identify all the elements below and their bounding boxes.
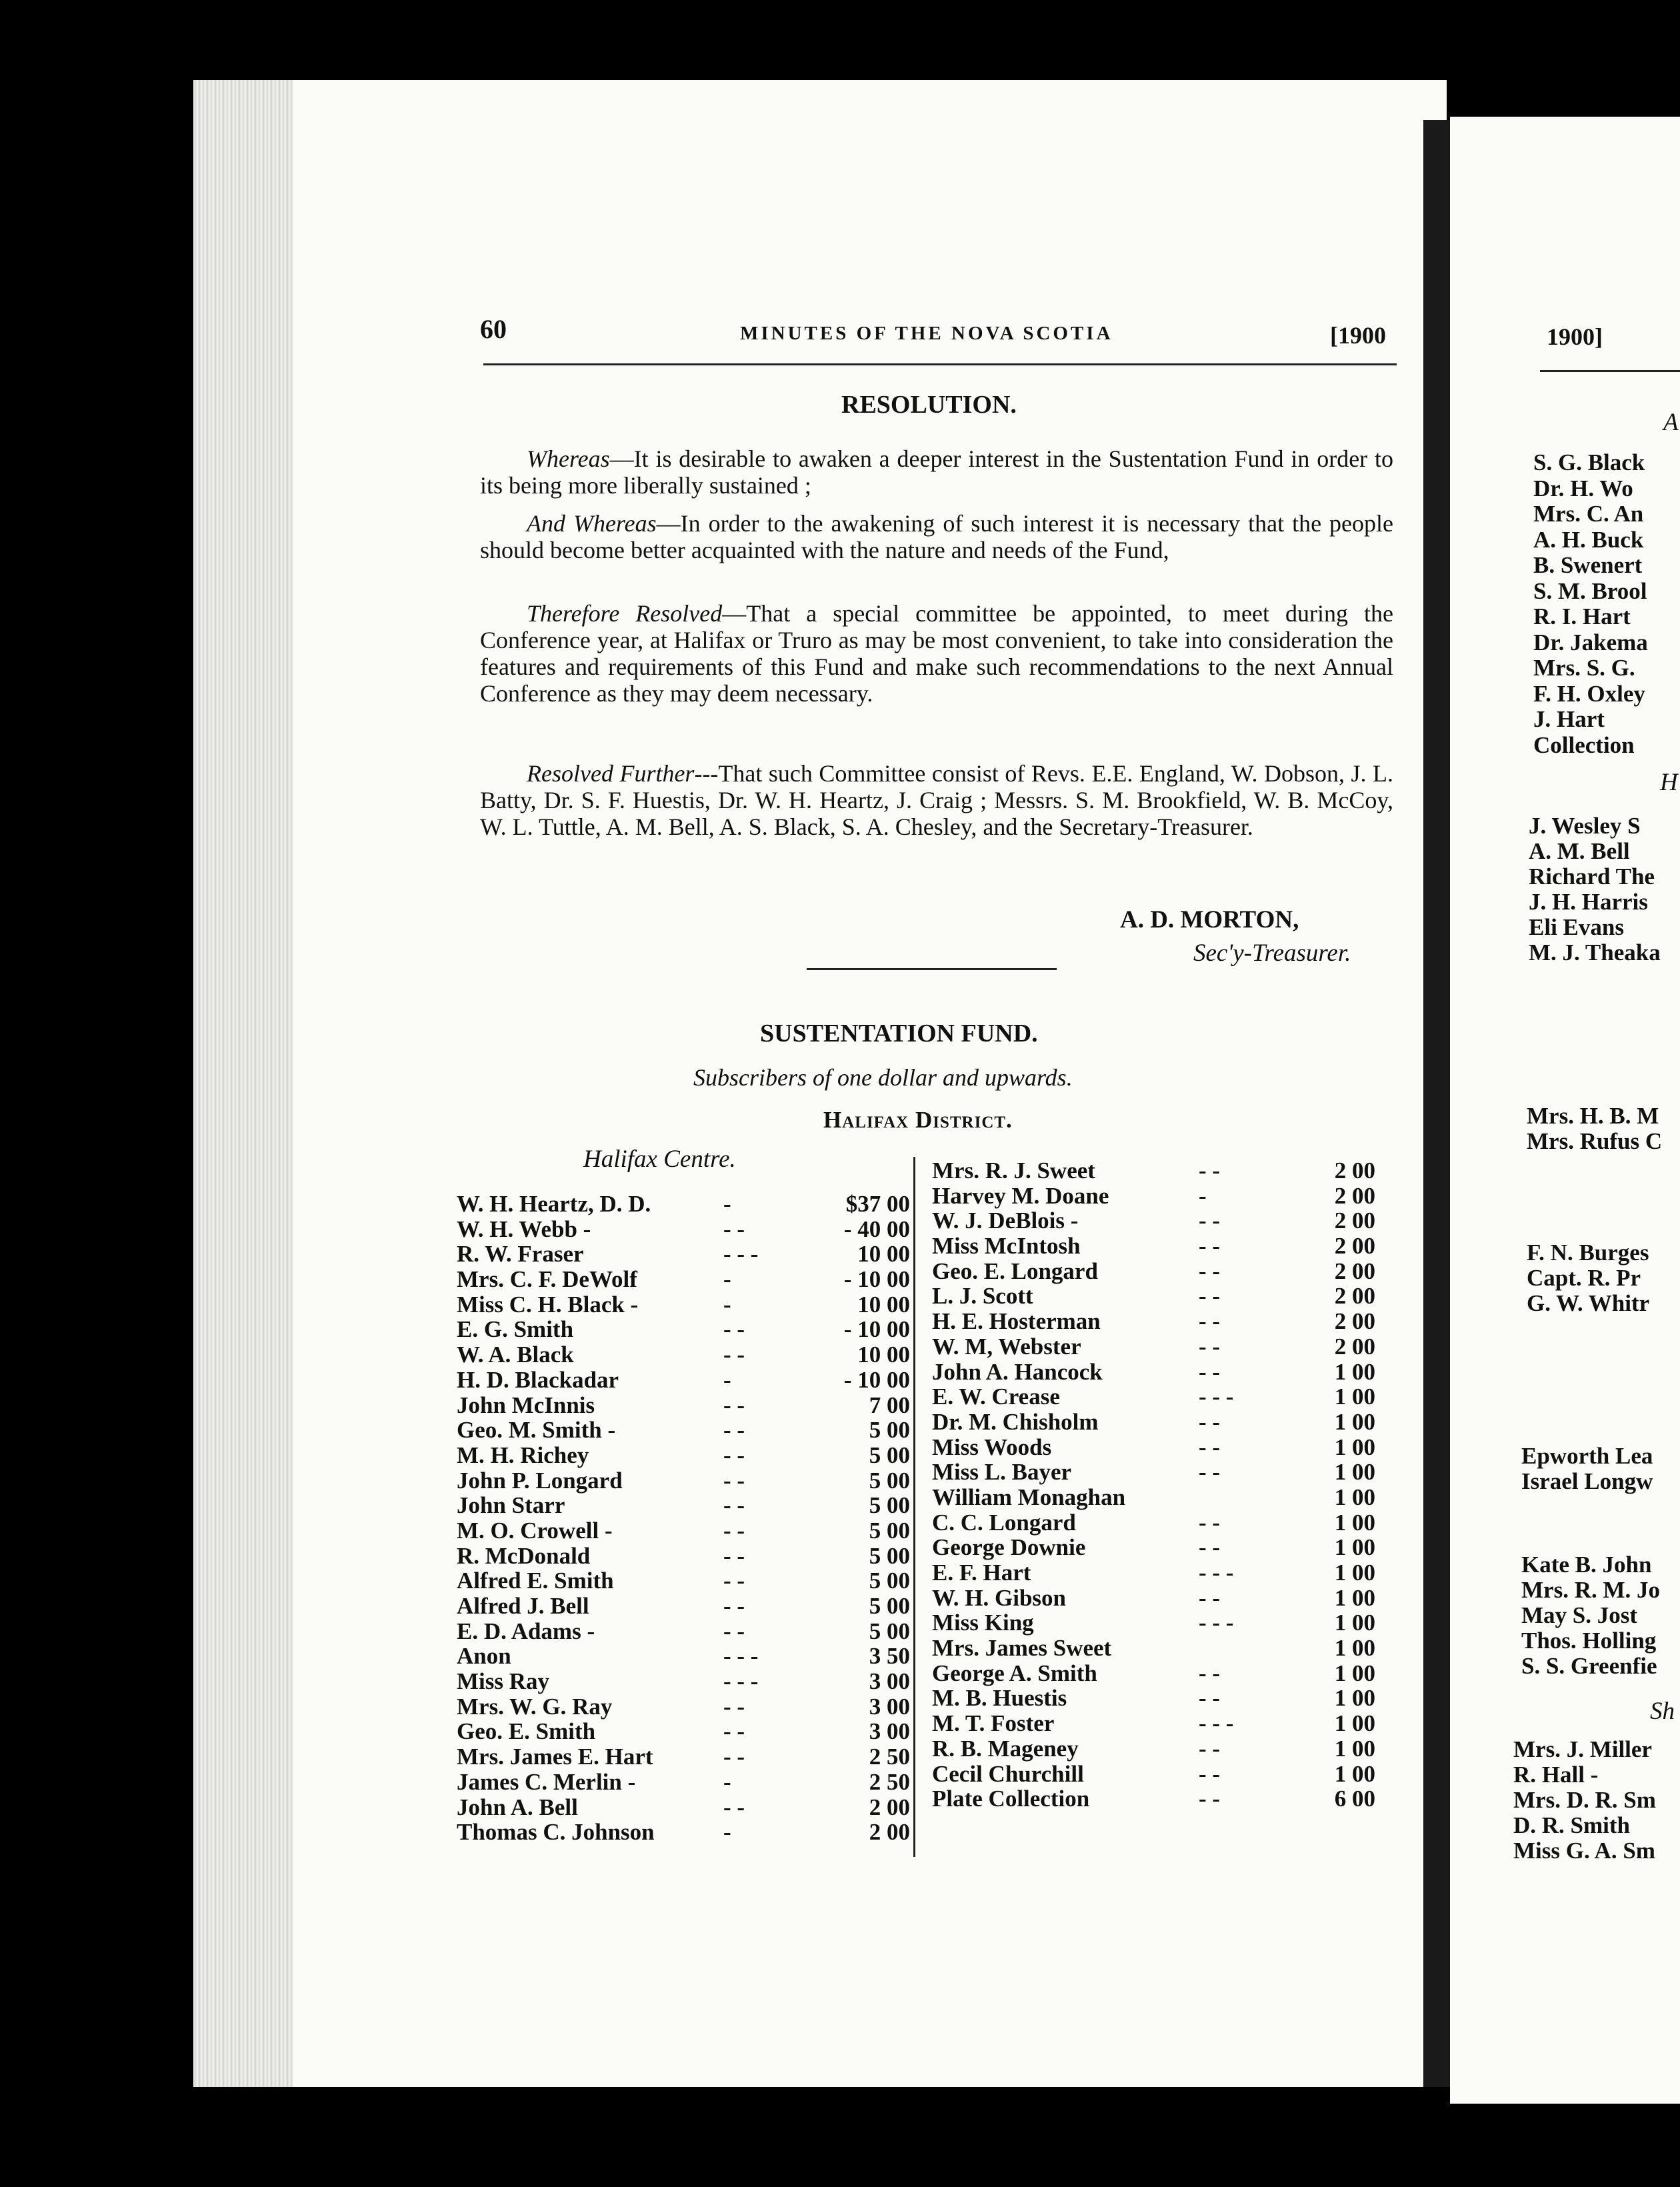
subscriber-amount: 1 00 bbox=[1334, 1685, 1375, 1712]
next-page-group-1 bbox=[1533, 450, 1648, 758]
subscriber-amount: 5 00 bbox=[869, 1618, 910, 1644]
leader-dashes: - - bbox=[1199, 1258, 1221, 1284]
subscriber-row bbox=[457, 1317, 910, 1342]
subscriber-amount: 2 00 bbox=[1334, 1233, 1375, 1260]
next-page-line: J. H. Harris bbox=[1529, 889, 1648, 915]
next-page-line: M. J. Theaka bbox=[1529, 939, 1661, 965]
subscriber-row bbox=[932, 1686, 1375, 1711]
subscriber-amount: 2 00 bbox=[1334, 1182, 1375, 1209]
subscriber-amount: 1 00 bbox=[1334, 1635, 1375, 1662]
leader-dashes: - - bbox=[723, 1744, 745, 1770]
leader-dashes: - - - bbox=[723, 1241, 759, 1268]
subscriber-name: M. H. Richey bbox=[457, 1442, 589, 1468]
subscribers-right-column bbox=[932, 1158, 1375, 1812]
subscriber-row bbox=[932, 1410, 1375, 1435]
subscriber-row bbox=[932, 1636, 1375, 1661]
subscriber-amount: 7 00 bbox=[869, 1392, 910, 1418]
paragraph-text: —In order to the awakening of such interest it is necessary that the people should become better acquainted with the nature and needs of the Fund, bbox=[480, 510, 1393, 563]
subscriber-row bbox=[457, 1594, 910, 1619]
subscriber-amount: 2 50 bbox=[869, 1768, 910, 1795]
next-page-line: Epworth Lea bbox=[1521, 1443, 1653, 1469]
subscriber-amount: 1 00 bbox=[1334, 1534, 1375, 1561]
resolution-paragraph-2 bbox=[480, 510, 1393, 563]
paragraph-lead: Therefore Resolved bbox=[527, 600, 723, 627]
leader-dashes: - - bbox=[1199, 1735, 1221, 1762]
subscriber-row bbox=[932, 1560, 1375, 1586]
subscriber-row bbox=[457, 1493, 910, 1518]
next-page-line: A. H. Buck bbox=[1533, 526, 1644, 553]
subscriber-row bbox=[932, 1661, 1375, 1686]
subscriber-row bbox=[457, 1544, 910, 1569]
subscriber-row bbox=[932, 1284, 1375, 1309]
subscriber-row bbox=[457, 1770, 910, 1795]
next-page-line: Eli Evans bbox=[1529, 914, 1624, 940]
next-page-line: D. R. Smith bbox=[1513, 1812, 1631, 1838]
subscriber-amount: 1 00 bbox=[1334, 1509, 1375, 1536]
subscriber-name: E. W. Crease bbox=[932, 1384, 1060, 1410]
signer-name: A. D. MORTON, bbox=[1120, 906, 1299, 933]
leader-dashes: - - bbox=[1199, 1158, 1221, 1184]
subscriber-amount: 10 00 bbox=[857, 1241, 910, 1268]
leader-dashes: - - bbox=[1199, 1760, 1221, 1787]
leader-dashes: - bbox=[1199, 1182, 1207, 1209]
subscriber-row bbox=[457, 1443, 910, 1468]
subscriber-row bbox=[457, 1669, 910, 1694]
leader-dashes: - bbox=[723, 1366, 731, 1393]
subscriber-name: W. H. Webb - bbox=[457, 1216, 591, 1242]
subscriber-amount: 3 00 bbox=[869, 1718, 910, 1745]
subscriber-row bbox=[457, 1820, 910, 1845]
subscriber-amount: 2 00 bbox=[1334, 1208, 1375, 1234]
paragraph-lead: Whereas bbox=[527, 445, 610, 472]
leader-dashes: - - bbox=[723, 1794, 745, 1820]
next-page-line: A. M. Bell bbox=[1529, 838, 1630, 864]
subscriber-row bbox=[457, 1242, 910, 1267]
subscriber-row bbox=[932, 1208, 1375, 1234]
next-page-line: May S. Jost bbox=[1521, 1602, 1638, 1628]
subscriber-amount: 1 00 bbox=[1334, 1459, 1375, 1486]
leader-dashes: - - bbox=[723, 1467, 745, 1494]
page-edges bbox=[193, 80, 293, 2087]
subscriber-amount: 3 50 bbox=[869, 1643, 910, 1670]
next-page-line: Mrs. D. R. Sm bbox=[1513, 1787, 1656, 1813]
leader-dashes: - - bbox=[1199, 1233, 1221, 1260]
next-page-line: G. W. Whitr bbox=[1527, 1290, 1650, 1316]
leader-dashes: - - bbox=[1199, 1660, 1221, 1686]
subscriber-row bbox=[457, 1644, 910, 1669]
subscriber-name: Geo. M. Smith - bbox=[457, 1417, 616, 1444]
next-page-group-6 bbox=[1521, 1552, 1660, 1679]
subscriber-name: John P. Longard bbox=[457, 1467, 623, 1494]
resolution-title: RESOLUTION. bbox=[841, 391, 1017, 419]
subscriber-row bbox=[457, 1518, 910, 1544]
subscriber-amount: 2 00 bbox=[1334, 1333, 1375, 1360]
subscriber-amount: 1 00 bbox=[1334, 1484, 1375, 1510]
next-page-line: S. M. Brool bbox=[1533, 577, 1647, 604]
next-page-line: B. Swenert bbox=[1533, 552, 1643, 578]
next-page-line: Collection bbox=[1533, 731, 1635, 758]
subscriber-amount: 1 00 bbox=[1334, 1710, 1375, 1737]
resolution-paragraph-3 bbox=[480, 600, 1393, 707]
subscriber-row bbox=[457, 1292, 910, 1318]
next-page-line: Mrs. R. M. Jo bbox=[1521, 1577, 1661, 1603]
subscriber-name: M. O. Crowell - bbox=[457, 1517, 613, 1544]
subscriber-name: Dr. M. Chisholm bbox=[932, 1408, 1099, 1435]
leader-dashes: - - bbox=[723, 1492, 745, 1519]
subscriber-amount: 5 00 bbox=[869, 1568, 910, 1594]
next-page-line: Capt. R. Pr bbox=[1527, 1265, 1641, 1291]
subscriber-amount: 5 00 bbox=[869, 1593, 910, 1619]
paragraph-text: —That a special committee be appointed, to meet during the Conference year, at Halifax or Truro as may be most convenient, to take into consideration the features and requirements of this Fund and make such recommendations to the next Annual Conference as they may deem necessary. bbox=[480, 600, 1393, 707]
next-page-line: R. Hall - bbox=[1513, 1762, 1599, 1788]
subscriber-row bbox=[932, 1259, 1375, 1284]
page-number: 60 bbox=[480, 314, 507, 344]
subscriber-name: W. H. Gibson bbox=[932, 1584, 1067, 1611]
subscriber-amount: 1 00 bbox=[1334, 1408, 1375, 1435]
subscriber-name: H. D. Blackadar bbox=[457, 1366, 619, 1393]
subscriber-row bbox=[457, 1568, 910, 1594]
leader-dashes: - - bbox=[723, 1342, 745, 1368]
leader-dashes: - - bbox=[723, 1693, 745, 1720]
subscriber-amount: - 10 00 bbox=[843, 1366, 910, 1393]
leader-dashes: - - bbox=[723, 1718, 745, 1745]
subscriber-amount: 10 00 bbox=[857, 1342, 910, 1368]
subscriber-amount: 2 00 bbox=[869, 1819, 910, 1846]
subscriber-name: Miss C. H. Black - bbox=[457, 1291, 639, 1318]
subscriber-amount: 2 00 bbox=[869, 1794, 910, 1820]
subscriber-row bbox=[457, 1217, 910, 1242]
subscriber-amount: - 10 00 bbox=[843, 1266, 910, 1293]
subscriber-row bbox=[932, 1762, 1375, 1787]
subscriber-row bbox=[457, 1795, 910, 1820]
leader-dashes: - - bbox=[723, 1216, 745, 1242]
subscriber-row bbox=[932, 1586, 1375, 1611]
subscriber-name: Alfred J. Bell bbox=[457, 1593, 589, 1619]
header-year: [1900 bbox=[1330, 322, 1386, 349]
subscriber-amount: 2 00 bbox=[1334, 1258, 1375, 1284]
next-page-line: F. N. Burges bbox=[1527, 1240, 1649, 1266]
subscriber-name: W. A. Black bbox=[457, 1342, 574, 1368]
subscriber-amount: 6 00 bbox=[1334, 1786, 1375, 1812]
subscriber-row bbox=[932, 1485, 1375, 1510]
next-page-line: S. G. Black bbox=[1533, 449, 1645, 475]
subscriber-amount: 5 00 bbox=[869, 1442, 910, 1468]
subscriber-name: R. W. Fraser bbox=[457, 1241, 584, 1268]
subscriber-row bbox=[932, 1184, 1375, 1209]
subscriber-amount: 2 50 bbox=[869, 1744, 910, 1770]
subscriber-amount: 1 00 bbox=[1334, 1584, 1375, 1611]
leader-dashes: - - bbox=[723, 1618, 745, 1644]
subscriber-name: R. B. Mageney bbox=[932, 1735, 1079, 1762]
subscriber-amount: 1 00 bbox=[1334, 1358, 1375, 1385]
subscriber-row bbox=[932, 1535, 1375, 1560]
next-page-line: Kate B. John bbox=[1521, 1552, 1652, 1578]
subscriber-amount: 1 00 bbox=[1334, 1560, 1375, 1586]
subscriber-row bbox=[932, 1460, 1375, 1485]
next-page-header-rule bbox=[1540, 370, 1680, 372]
subscriber-row bbox=[932, 1786, 1375, 1812]
subscriber-row bbox=[457, 1192, 910, 1217]
subscriber-amount: 2 00 bbox=[1334, 1158, 1375, 1184]
subscriber-name: John A. Bell bbox=[457, 1794, 578, 1820]
next-page-line: J. Wesley S bbox=[1529, 813, 1641, 839]
subscriber-name: Miss McIntosh bbox=[932, 1233, 1081, 1260]
leader-dashes: - - - bbox=[723, 1668, 759, 1695]
leader-dashes: - - bbox=[1199, 1434, 1221, 1460]
subscriber-name: John A. Hancock bbox=[932, 1358, 1103, 1385]
paragraph-lead: Resolved Further bbox=[527, 760, 695, 787]
next-page-line: Mrs. J. Miller bbox=[1513, 1736, 1652, 1762]
subscriber-name: Miss Woods bbox=[932, 1434, 1052, 1460]
header-rule bbox=[483, 363, 1397, 365]
leader-dashes: - - bbox=[1199, 1584, 1221, 1611]
subscriber-amount: 5 00 bbox=[869, 1492, 910, 1519]
subscriber-name: Mrs. W. G. Ray bbox=[457, 1693, 613, 1720]
paragraph-lead: And Whereas bbox=[527, 510, 657, 537]
subscriber-name: Geo. E. Smith bbox=[457, 1718, 596, 1745]
leader-dashes: - - bbox=[723, 1517, 745, 1544]
signer-title: Sec'y-Treasurer. bbox=[1193, 939, 1351, 967]
leader-dashes: - - bbox=[723, 1417, 745, 1444]
next-page-heading-3: Sh bbox=[1650, 1698, 1675, 1725]
subscriber-name: George Downie bbox=[932, 1534, 1086, 1561]
subscriber-name: Mrs. James E. Hart bbox=[457, 1744, 653, 1770]
subscriber-name: W. J. DeBlois - bbox=[932, 1208, 1079, 1234]
next-page-group-3 bbox=[1527, 1104, 1662, 1154]
next-page-line: Dr. H. Wo bbox=[1533, 475, 1633, 501]
subscriber-amount: 1 00 bbox=[1334, 1660, 1375, 1686]
leader-dashes: - - bbox=[723, 1316, 745, 1343]
next-page-line: Dr. Jakema bbox=[1533, 629, 1648, 655]
section-divider bbox=[807, 968, 1057, 970]
subscriber-amount: 1 00 bbox=[1334, 1735, 1375, 1762]
leader-dashes: - bbox=[723, 1291, 731, 1318]
subscriber-row bbox=[457, 1393, 910, 1418]
leader-dashes: - - - bbox=[723, 1643, 759, 1670]
subscriber-name: Mrs. James Sweet bbox=[932, 1635, 1112, 1662]
subscriber-amount: - 40 00 bbox=[843, 1216, 910, 1242]
subscriber-row bbox=[457, 1719, 910, 1744]
next-page-line: Richard The bbox=[1529, 863, 1655, 889]
subscriber-name: Plate Collection bbox=[932, 1786, 1090, 1812]
leader-dashes: - - bbox=[1199, 1685, 1221, 1712]
subscriber-row bbox=[932, 1309, 1375, 1334]
subscriber-name: Cecil Churchill bbox=[932, 1760, 1084, 1787]
next-page-line: F. H. Oxley bbox=[1533, 680, 1645, 707]
leader-dashes: - - bbox=[723, 1542, 745, 1569]
leader-dashes: - - bbox=[1199, 1534, 1221, 1561]
next-page-line: Mrs. C. An bbox=[1533, 501, 1644, 527]
subscriber-name: William Monaghan bbox=[932, 1484, 1126, 1510]
leader-dashes: - - bbox=[1199, 1786, 1221, 1812]
subscriber-name: Harvey M. Doane bbox=[932, 1182, 1109, 1209]
subscriber-row bbox=[932, 1736, 1375, 1762]
subscriber-name: Anon bbox=[457, 1643, 511, 1670]
subscriber-name: George A. Smith bbox=[932, 1660, 1097, 1686]
subscriber-row bbox=[932, 1158, 1375, 1184]
leader-dashes: - - bbox=[723, 1442, 745, 1468]
subscriber-name: Miss King bbox=[932, 1610, 1034, 1636]
next-page-group-2 bbox=[1529, 813, 1661, 965]
subscriber-row bbox=[457, 1267, 910, 1292]
next-page-heading-2: H bbox=[1660, 769, 1678, 796]
subscriber-amount: 10 00 bbox=[857, 1291, 910, 1318]
subscriber-row bbox=[932, 1234, 1375, 1259]
subscriber-name: Mrs. R. J. Sweet bbox=[932, 1158, 1095, 1184]
leader-dashes: - - - bbox=[1199, 1710, 1234, 1737]
subscriber-amount: 3 00 bbox=[869, 1693, 910, 1720]
next-page-heading-1: A bbox=[1663, 409, 1679, 436]
subscriber-row bbox=[932, 1384, 1375, 1410]
subscriber-name: C. C. Longard bbox=[932, 1509, 1076, 1536]
next-page-line: S. S. Greenfie bbox=[1521, 1653, 1657, 1679]
next-page-year: 1900] bbox=[1547, 323, 1603, 350]
subscriber-row bbox=[932, 1360, 1375, 1385]
subscriber-name: Miss L. Bayer bbox=[932, 1459, 1072, 1486]
subscriber-row bbox=[932, 1711, 1375, 1736]
subscriber-amount: 1 00 bbox=[1334, 1434, 1375, 1460]
subscriber-row bbox=[457, 1368, 910, 1393]
subscriber-amount: 1 00 bbox=[1334, 1760, 1375, 1787]
subscriber-name: Miss Ray bbox=[457, 1668, 550, 1695]
next-page-line: Mrs. Rufus C bbox=[1527, 1128, 1663, 1154]
subscriber-amount: 5 00 bbox=[869, 1542, 910, 1569]
next-page-group-5 bbox=[1521, 1444, 1653, 1494]
leader-dashes: - - bbox=[1199, 1509, 1221, 1536]
subscriber-row bbox=[457, 1418, 910, 1443]
book-gutter bbox=[1423, 120, 1450, 2087]
subscriber-name: Geo. E. Longard bbox=[932, 1258, 1098, 1284]
leader-dashes: - bbox=[723, 1768, 731, 1795]
leader-dashes: - - bbox=[723, 1392, 745, 1418]
next-page-line: J. Hart bbox=[1533, 706, 1605, 732]
subscriber-name: John Starr bbox=[457, 1492, 565, 1519]
subscriber-amount: 2 00 bbox=[1334, 1283, 1375, 1310]
leader-dashes: - - bbox=[1199, 1208, 1221, 1234]
leader-dashes: - - bbox=[1199, 1283, 1221, 1310]
leader-dashes: - - bbox=[1199, 1358, 1221, 1385]
leader-dashes: - - - bbox=[1199, 1384, 1234, 1410]
running-title: MINUTES OF THE NOVA SCOTIA bbox=[740, 323, 1113, 344]
subscriber-amount: - 10 00 bbox=[843, 1316, 910, 1343]
section-heading: Halifax Centre. bbox=[583, 1146, 736, 1173]
column-divider bbox=[913, 1157, 915, 1857]
leader-dashes: - - bbox=[723, 1593, 745, 1619]
paragraph-text: —It is desirable to awaken a deeper interest in the Sustentation Fund in order to its being more liberally sustained ; bbox=[480, 445, 1393, 499]
subscriber-name: R. McDonald bbox=[457, 1542, 591, 1569]
subscriber-name: Alfred E. Smith bbox=[457, 1568, 614, 1594]
subscriber-amount: $37 00 bbox=[845, 1191, 910, 1217]
next-page-line: Israel Longw bbox=[1521, 1468, 1653, 1494]
subscriber-name: Mrs. C. F. DeWolf bbox=[457, 1266, 637, 1293]
next-page-line: Thos. Holling bbox=[1521, 1628, 1657, 1654]
subscriber-row bbox=[457, 1619, 910, 1644]
subscriber-row bbox=[932, 1610, 1375, 1636]
subscriber-row bbox=[932, 1435, 1375, 1460]
leader-dashes: - bbox=[723, 1266, 731, 1293]
leader-dashes: - - bbox=[1199, 1459, 1221, 1486]
subscriber-name: H. E. Hosterman bbox=[932, 1308, 1101, 1335]
next-page-group-4 bbox=[1527, 1240, 1649, 1316]
next-page-line: Miss G. A. Sm bbox=[1513, 1838, 1655, 1864]
next-page-group-7 bbox=[1513, 1737, 1656, 1864]
subscriber-amount: 5 00 bbox=[869, 1467, 910, 1494]
subscriber-amount: 5 00 bbox=[869, 1517, 910, 1544]
subscribers-left-column bbox=[457, 1192, 910, 1845]
subscriber-row bbox=[457, 1342, 910, 1368]
leader-dashes: - bbox=[723, 1191, 731, 1217]
leader-dashes: - - - bbox=[1199, 1560, 1234, 1586]
subscriber-name: W. H. Heartz, D. D. bbox=[457, 1191, 651, 1217]
resolution-paragraph-1 bbox=[480, 445, 1393, 499]
subscriber-name: James C. Merlin - bbox=[457, 1768, 636, 1795]
resolution-paragraph-4 bbox=[480, 760, 1393, 840]
subscriber-name: E. D. Adams - bbox=[457, 1618, 595, 1644]
leader-dashes: - - - bbox=[1199, 1610, 1234, 1636]
subscriber-name: Thomas C. Johnson bbox=[457, 1819, 655, 1846]
next-page-line: Mrs. S. G. bbox=[1533, 655, 1635, 681]
subscriber-name: M. T. Foster bbox=[932, 1710, 1055, 1737]
subscriber-name: E. F. Hart bbox=[932, 1560, 1031, 1586]
next-page-line: Mrs. H. B. M bbox=[1527, 1103, 1659, 1129]
subscriber-row bbox=[932, 1334, 1375, 1360]
subscriber-name: E. G. Smith bbox=[457, 1316, 574, 1343]
subscriber-row bbox=[457, 1744, 910, 1770]
district-heading: Halifax District. bbox=[823, 1107, 1013, 1133]
fund-subtitle: Subscribers of one dollar and upwards. bbox=[693, 1064, 1073, 1091]
subscriber-amount: 3 00 bbox=[869, 1668, 910, 1695]
subscriber-name: L. J. Scott bbox=[932, 1283, 1033, 1310]
fund-title: SUSTENTATION FUND. bbox=[760, 1019, 1038, 1047]
subscriber-amount: 2 00 bbox=[1334, 1308, 1375, 1335]
subscriber-amount: 5 00 bbox=[869, 1417, 910, 1444]
leader-dashes: - - bbox=[723, 1568, 745, 1594]
subscriber-name: W. M, Webster bbox=[932, 1333, 1081, 1360]
paragraph-text: ---That such Committee consist of Revs. E.E. England, W. Dobson, J. L. Batty, Dr. S. F. Huestis, Dr. W. H. Heartz, J. Craig ; Messrs. S. M. Brookfield, W. B. McCoy, W. L. Tuttle, A. M. Bell, A. S. Black, S. A. Chesley, and the Secretary-Treasurer. bbox=[480, 760, 1393, 840]
subscriber-amount: 1 00 bbox=[1334, 1610, 1375, 1636]
subscriber-name: M. B. Huestis bbox=[932, 1685, 1067, 1712]
leader-dashes: - - bbox=[1199, 1308, 1221, 1335]
subscriber-row bbox=[457, 1694, 910, 1720]
leader-dashes: - - bbox=[1199, 1408, 1221, 1435]
leader-dashes: - - bbox=[1199, 1333, 1221, 1360]
subscriber-name: John McInnis bbox=[457, 1392, 595, 1418]
subscriber-amount: 1 00 bbox=[1334, 1384, 1375, 1410]
next-page-line: R. I. Hart bbox=[1533, 603, 1631, 629]
subscriber-row bbox=[932, 1510, 1375, 1536]
subscriber-row bbox=[457, 1468, 910, 1494]
leader-dashes: - bbox=[723, 1819, 731, 1846]
